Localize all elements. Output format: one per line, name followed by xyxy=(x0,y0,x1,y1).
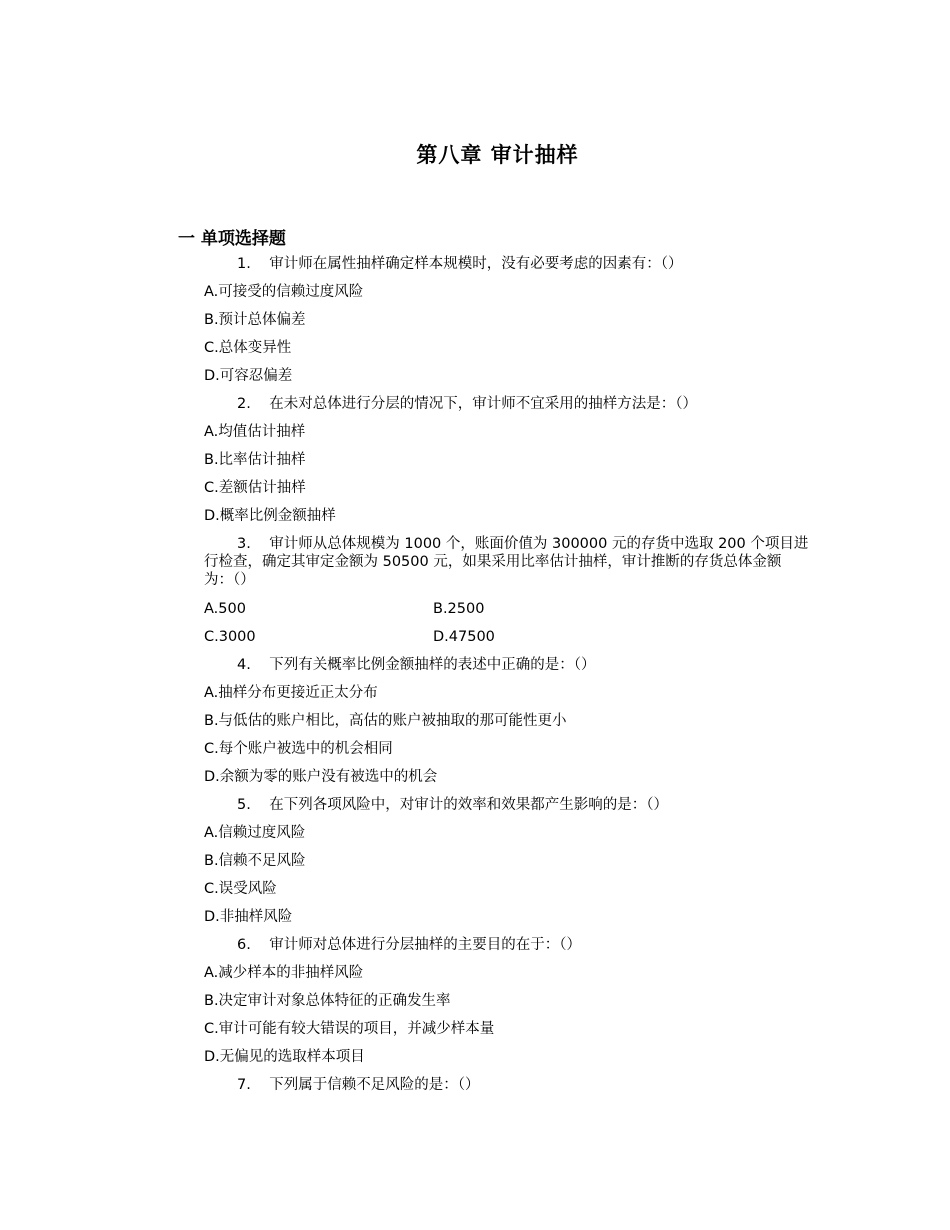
question-6: 6. 审计师对总体进行分层抽样的主要目的在于：（） xyxy=(237,937,582,953)
question-5: 5. 在下列各项风险中，对审计的效率和效果都产生影响的是：（） xyxy=(237,797,669,813)
q4-option-b: B.与低估的账户相比，高估的账户被抽取的那可能性更小 xyxy=(204,713,567,729)
q1-option-b: B.预计总体偏差 xyxy=(204,312,306,328)
question-7: 7. 下列属于信赖不足风险的是：（） xyxy=(237,1077,480,1093)
q6-option-b: B.决定审计对象总体特征的正确发生率 xyxy=(204,993,451,1009)
q5-option-b: B.信赖不足风险 xyxy=(204,853,306,869)
question-3: 3. 审计师从总体规模为 1000 个，账面价值为 300000 元的存货中选取 200 个项目进行检查，确定其审定金额为 50500 元，如果采用比率估计抽样，审计推断的存货总体金额为：（） xyxy=(204,536,809,588)
q5-option-c: C.误受风险 xyxy=(204,881,277,897)
question-1: 1. 审计师在属性抽样确定样本规模时，没有必要考虑的因素有：（） xyxy=(237,256,683,272)
q3-option-b: B.2500 xyxy=(433,601,485,617)
q3-option-c: C.3000 xyxy=(204,629,256,645)
q5-option-d: D.非抽样风险 xyxy=(204,909,293,925)
q2-option-c: C.差额估计抽样 xyxy=(204,480,306,496)
q1-option-d: D.可容忍偏差 xyxy=(204,368,293,384)
page-title: 第八章 审计抽样 xyxy=(416,143,579,167)
q4-option-d: D.余额为零的账户没有被选中的机会 xyxy=(204,769,438,785)
q4-option-c: C.每个账户被选中的机会相同 xyxy=(204,741,393,757)
question-4: 4. 下列有关概率比例金额抽样的表述中正确的是：（） xyxy=(237,657,596,673)
q2-option-d: D.概率比例金额抽样 xyxy=(204,508,336,524)
question-2: 2. 在未对总体进行分层的情况下，审计师不宜采用的抽样方法是：（） xyxy=(237,396,698,412)
q2-option-b: B.比率估计抽样 xyxy=(204,452,306,468)
q4-option-a: A.抽样分布更接近正太分布 xyxy=(204,685,378,701)
q5-option-a: A.信赖过度风险 xyxy=(204,825,306,841)
q1-option-c: C.总体变异性 xyxy=(204,340,292,356)
section-heading: 一 单项选择题 xyxy=(178,229,286,249)
q1-option-a: A.可接受的信赖过度风险 xyxy=(204,284,364,300)
q6-option-a: A.减少样本的非抽样风险 xyxy=(204,965,364,981)
q2-option-a: A.均值估计抽样 xyxy=(204,424,306,440)
q6-option-c: C.审计可能有较大错误的项目，并减少样本量 xyxy=(204,1021,495,1037)
q3-option-d: D.47500 xyxy=(433,629,495,645)
q3-option-a: A.500 xyxy=(204,601,246,617)
q6-option-d: D.无偏见的选取样本项目 xyxy=(204,1049,365,1065)
